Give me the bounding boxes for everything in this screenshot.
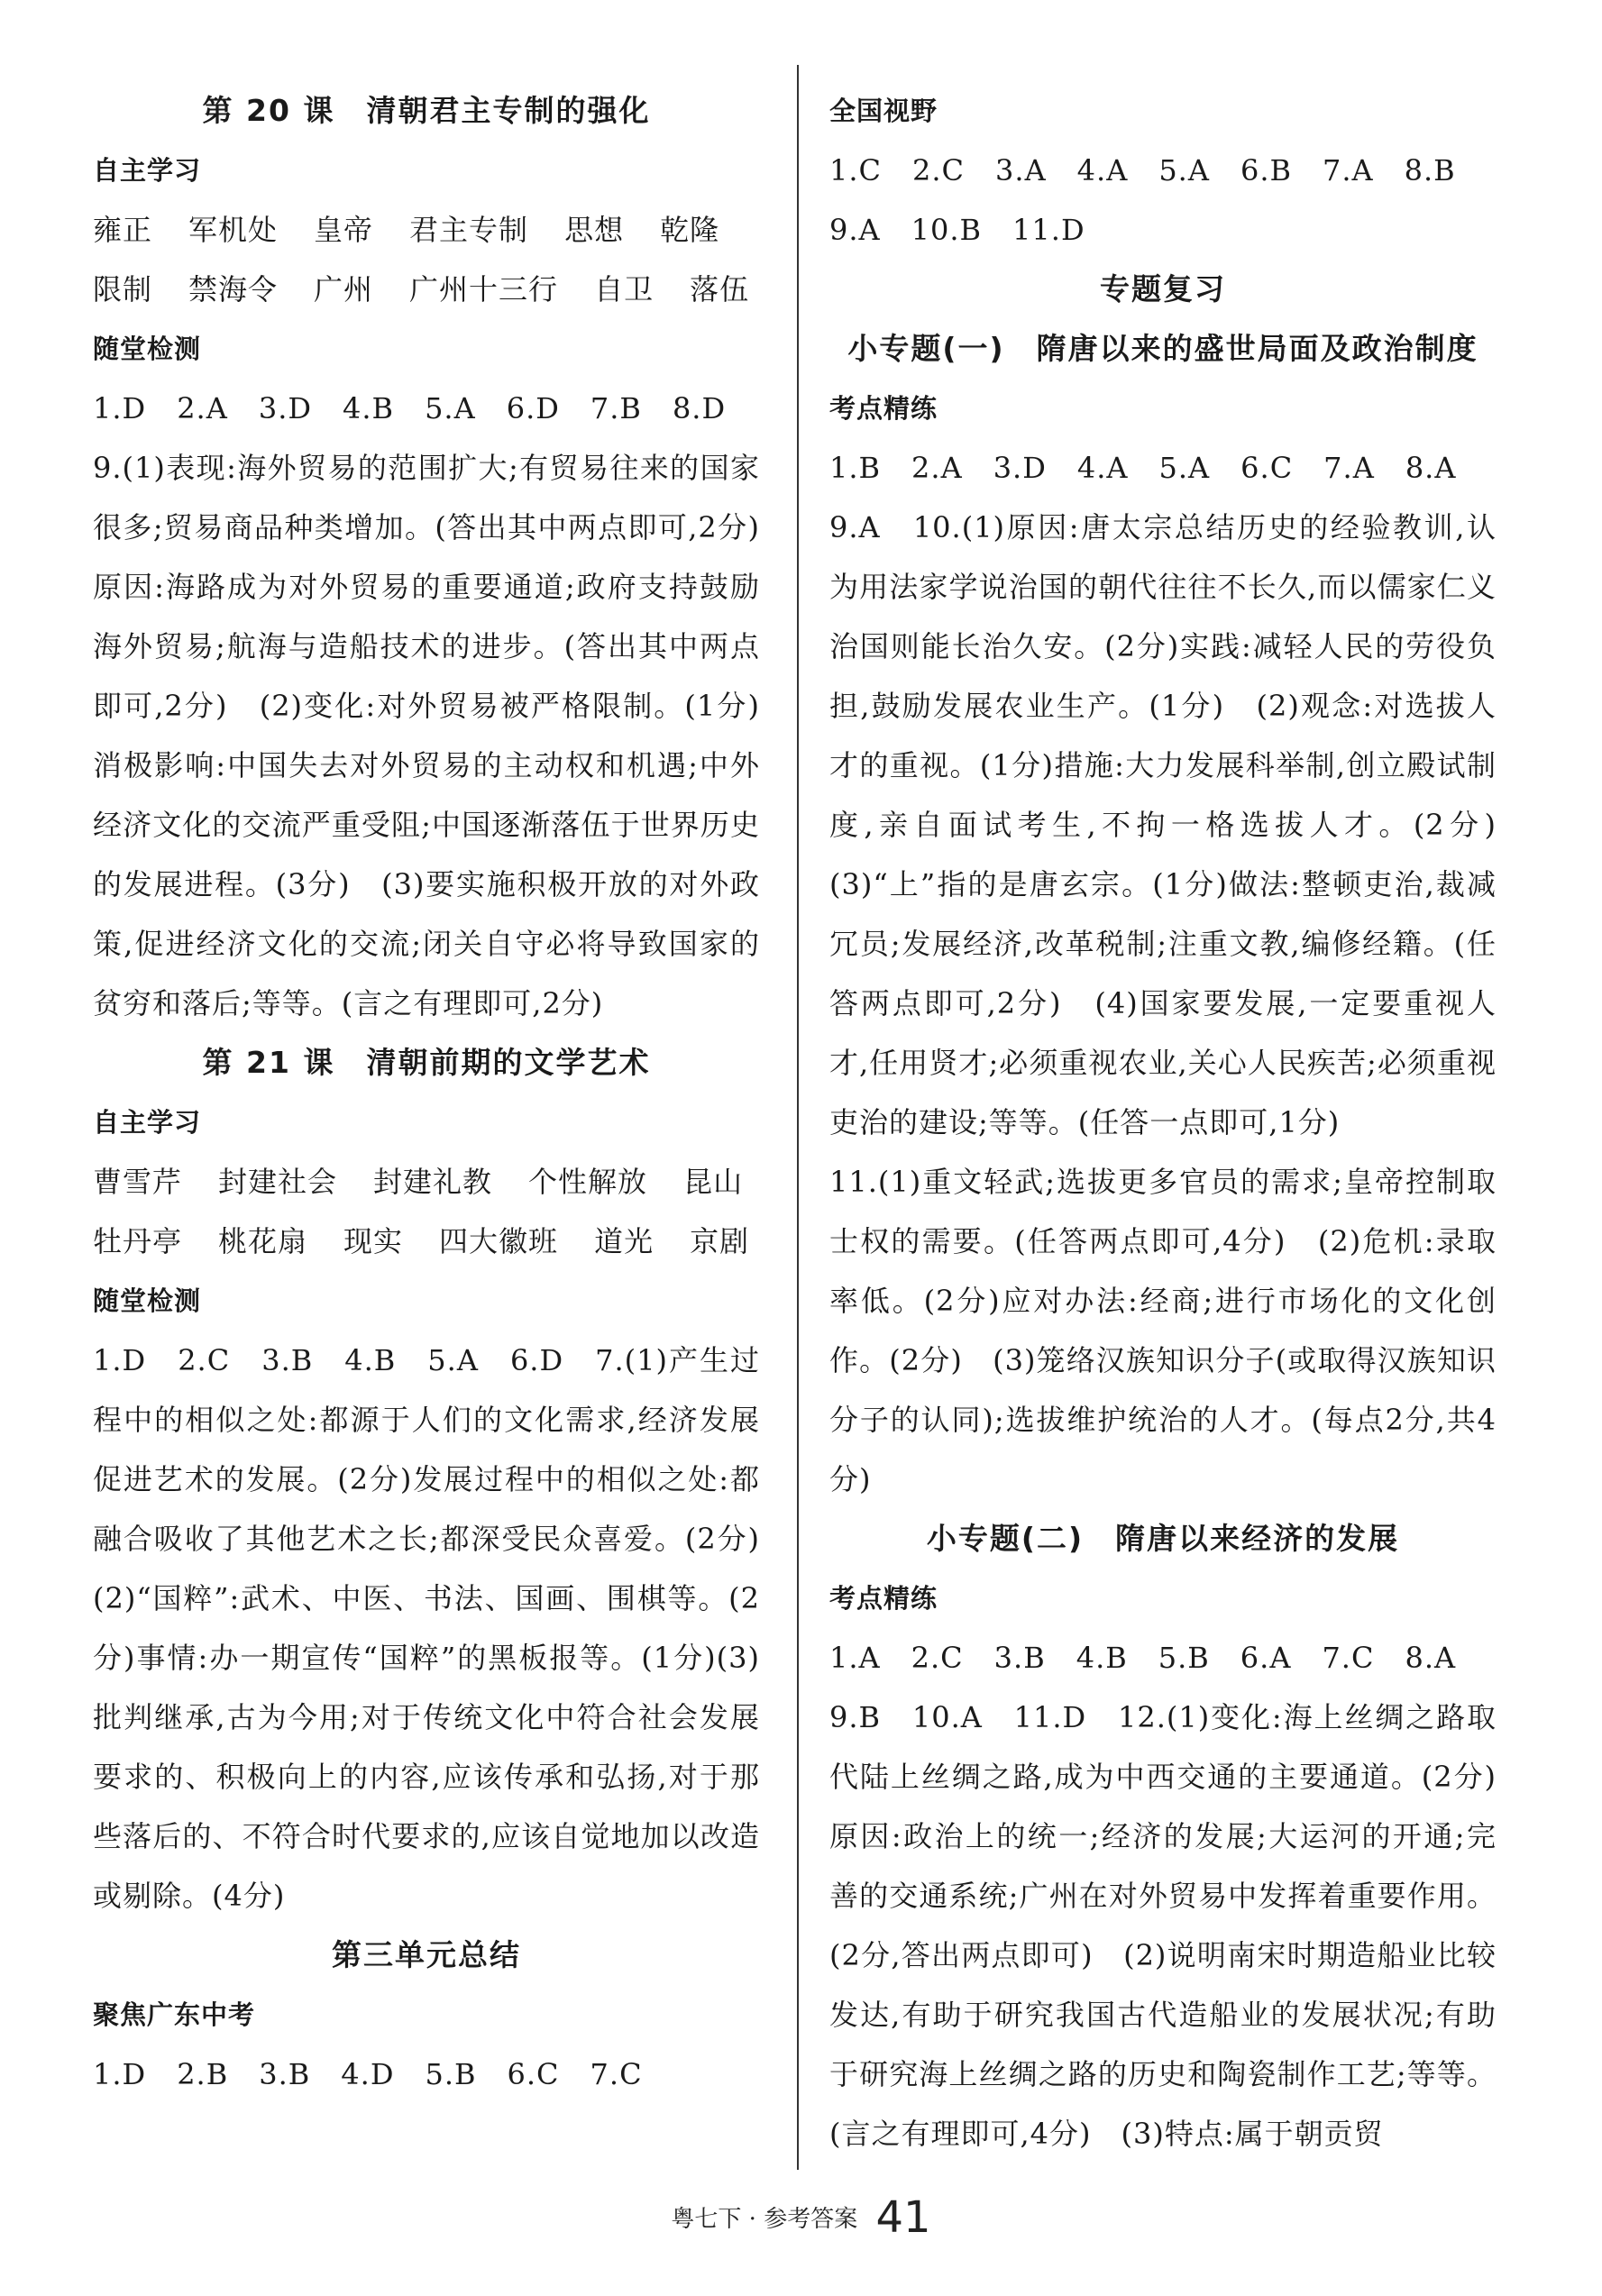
answer: 3.B — [259, 2057, 311, 2091]
answer-paragraph: 9.A 10.(1)原因:唐太宗总结历史的经验教训,认为用法家学说治国的朝代往往不长久,而以儒家仁义治国则能长治久安。(2分)实践:减轻人民的劳役负担,鼓励发展农业生产。(1分) (2)观念:对选拔人才的重视。(1分)措施:大力发展科举制,创立殿试制度,亲自面试考生,不拘一格选拔人才。(2分)(3)“上”指的是唐玄宗。(1分)做法:整顿吏治,裁减冗员;发展经济,改革税制;注重文教,编修经籍。(任答两点即可,2分) (4)国家要发展,一定要重视人才,任用贤才;必须重视农业,关心人民疾苦;必须重视吏治的建设;等等。(任答一点即可,1分) — [829, 510, 1497, 1139]
keyword: 牡丹亭 — [93, 1224, 183, 1258]
keyword: 广州十三行 — [409, 272, 559, 306]
section-class-test: 随堂检测 — [93, 334, 202, 364]
keyword: 个性解放 — [528, 1165, 648, 1199]
answer: 1.C — [829, 153, 883, 188]
keyword: 四大徽班 — [439, 1224, 559, 1258]
answer: 5.B — [1158, 1641, 1210, 1675]
right-column — [829, 81, 1497, 2163]
answer: 7.C — [590, 2057, 643, 2091]
answer: 6.C — [1240, 451, 1294, 485]
answer: 3.D — [258, 391, 313, 425]
left-column — [93, 81, 760, 2104]
answer: 4.A — [1076, 153, 1129, 188]
answer: 5.A — [1158, 451, 1211, 485]
answer-row — [829, 141, 1497, 200]
section-key-practice: 考点精练 — [829, 393, 938, 424]
answer-row — [829, 200, 1497, 260]
answer: 5.A — [1158, 153, 1210, 188]
footer-label: 粤七下 · 参考答案 — [671, 2206, 858, 2233]
answer: 6.C — [507, 2057, 560, 2091]
answer: 2.B — [177, 2057, 229, 2091]
answer: 2.C — [911, 1641, 964, 1675]
answer-paragraph: 1.D 2.C 3.B 4.B 5.A 6.D 7.(1)产生过程中的相似之处:都源于人们的文化需求,经济发展促进艺术的发展。(2分)发展过程中的相似之处:都融合吸收了其他艺术之长;都深受民众喜爱。(2分)(2)“国粹”:武术、中医、书法、国画、围棋等。(2分)事情:办一期宣传“国粹”的黑板报等。(1分)(3)批判继承,古为今用;对于传统文化中符合社会发展要求的、积极向上的内容,应该传承和弘扬,对于那些落后的、不符合时代要求的,应该自觉地加以改造或剔除。(4分) — [93, 1343, 760, 1913]
keyword: 皇帝 — [314, 213, 374, 247]
answer: 6.A — [1240, 1641, 1292, 1675]
topic-2-title: 小专题(二) 隋唐以来经济的发展 — [926, 1521, 1400, 1556]
keyword-row — [93, 200, 760, 260]
answer-row — [93, 2044, 760, 2104]
page-number: 41 — [875, 2192, 931, 2243]
keyword: 乾隆 — [660, 213, 720, 247]
answer-paragraph: 9.(1)表现:海外贸易的范围扩大;有贸易往来的国家很多;贸易商品种类增加。(答出其中两点即可,2分)原因:海路成为对外贸易的重要通道;政府支持鼓励海外贸易;航海与造船技术的进步。(答出其中两点即可,2分) (2)变化:对外贸易被严格限制。(1分)消极影响:中国失去对外贸易的主动权和机遇;中外经济文化的交流严重受阻;中国逐渐落伍于世界历史的发展进程。(3分) (3)要实施积极开放的对外政策,促进经济文化的交流;闭关自守必将导致国家的贫穷和落后;等等。(言之有理即可,2分) — [93, 451, 760, 1020]
answer: 6.D — [506, 391, 560, 425]
answer: 7.C — [1322, 1641, 1375, 1675]
keyword: 封建社会 — [218, 1165, 338, 1199]
keyword: 禁海令 — [188, 272, 279, 306]
answer: 5.A — [425, 391, 476, 425]
answer: 7.B — [590, 391, 642, 425]
answer-row — [829, 438, 1497, 498]
keyword: 封建礼教 — [373, 1165, 493, 1199]
answer: 8.A — [1405, 1641, 1457, 1675]
answer: 9.A — [829, 213, 881, 247]
answer: 11.D — [1012, 213, 1085, 247]
answer: 4.D — [341, 2057, 395, 2091]
section-national-view: 全国视野 — [829, 96, 938, 126]
review-title: 专题复习 — [1100, 271, 1226, 306]
lesson-21-title: 第 21 课 清朝前期的文学艺术 — [202, 1045, 651, 1080]
keyword: 雍正 — [93, 213, 153, 247]
answer-row — [93, 379, 760, 438]
answer: 3.D — [993, 451, 1047, 485]
keyword: 限制 — [93, 272, 153, 306]
answer-paragraph: 9.B 10.A 11.D 12.(1)变化:海上丝绸之路取代陆上丝绸之路,成为中西交通的主要通道。(2分)原因:政治上的统一;经济的发展;大运河的开通;完善的交通系统;广州在对外贸易中发挥着重要作用。(2分,答出两点即可) (2)说明南宋时期造船业比较发达,有助于研究我国古代造船业的发展状况;有助于研究海上丝绸之路的历史和陶瓷制作工艺;等等。(言之有理即可,4分) (3)特点:属于朝贡贸 — [829, 1700, 1497, 2151]
section-self-study: 自主学习 — [93, 1107, 202, 1138]
keyword: 桃花扇 — [218, 1224, 308, 1258]
answer: 5.B — [425, 2057, 477, 2091]
answer: 4.B — [1076, 1641, 1128, 1675]
lesson-20-title: 第 20 课 清朝君主专制的强化 — [202, 93, 651, 128]
section-guangdong-exam: 聚焦广东中考 — [93, 1999, 256, 2030]
keyword: 自卫 — [594, 272, 655, 306]
answer: 8.B — [1404, 153, 1456, 188]
answer: 2.A — [911, 451, 963, 485]
keyword: 现实 — [343, 1224, 404, 1258]
answer: 6.B — [1240, 153, 1292, 188]
page-footer — [0, 2192, 1602, 2243]
unit-3-summary-title: 第三单元总结 — [332, 1937, 521, 1972]
section-class-test: 随堂检测 — [93, 1285, 202, 1316]
answer: 4.A — [1076, 451, 1129, 485]
answer: 4.B — [343, 391, 395, 425]
answer: 2.C — [912, 153, 966, 188]
keyword: 京剧 — [690, 1224, 750, 1258]
column-divider — [797, 65, 799, 2170]
answer: 1.D — [93, 391, 147, 425]
keyword: 思想 — [564, 213, 625, 247]
keyword-row — [93, 1212, 760, 1271]
answer-paragraph: 11.(1)重文轻武;选拔更多官员的需求;皇帝控制取士权的需要。(任答两点即可,4分) (2)危机:录取率低。(2分)应对办法:经商;进行市场化的文化创作。(2分) (3)笼络汉族知识分子(或取得汉族知识分子的认同);选拔维护统治的人才。(每点2分,共4分) — [829, 1165, 1497, 1496]
answer: 3.A — [995, 153, 1047, 188]
keyword: 曹雪芹 — [93, 1165, 183, 1199]
answer: 1.A — [829, 1641, 881, 1675]
answer: 3.B — [993, 1641, 1046, 1675]
keyword-row — [93, 1152, 760, 1212]
answer: 2.A — [177, 391, 228, 425]
answer: 10.B — [911, 213, 983, 247]
section-key-practice: 考点精练 — [829, 1583, 938, 1614]
keyword: 广州 — [314, 272, 374, 306]
answer: 1.B — [829, 451, 882, 485]
keyword: 君主专制 — [409, 213, 529, 247]
topic-1-title: 小专题(一) 隋唐以来的盛世局面及政治制度 — [847, 331, 1478, 366]
keyword-row — [93, 260, 760, 319]
answer-row — [829, 1628, 1497, 1688]
keyword: 军机处 — [188, 213, 279, 247]
keyword: 落伍 — [690, 272, 750, 306]
answer: 8.A — [1405, 451, 1457, 485]
section-self-study: 自主学习 — [93, 155, 202, 186]
answer: 7.A — [1323, 153, 1374, 188]
answer: 8.D — [672, 391, 727, 425]
keyword: 道光 — [594, 1224, 655, 1258]
keyword: 昆山 — [683, 1165, 744, 1199]
answer: 1.D — [93, 2057, 147, 2091]
answer: 7.A — [1323, 451, 1375, 485]
